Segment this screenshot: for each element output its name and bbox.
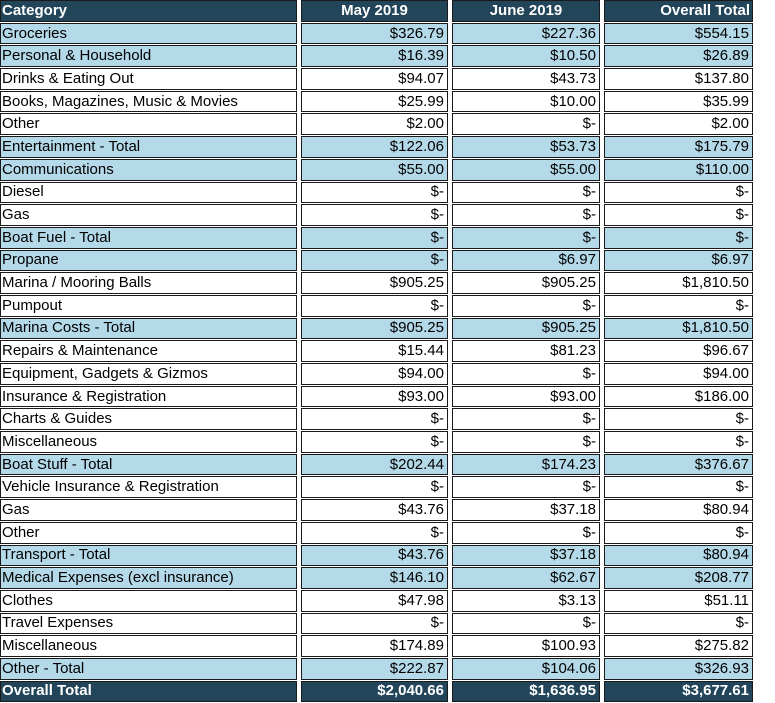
overall-total-cell[interactable]: $80.94 bbox=[604, 499, 753, 521]
overall-total-cell[interactable]: $- bbox=[604, 204, 753, 226]
category-cell[interactable]: Gas bbox=[0, 499, 297, 521]
overall-total-cell[interactable]: $- bbox=[604, 522, 753, 544]
june-2019-cell[interactable]: $227.36 bbox=[452, 23, 600, 45]
overall-total-cell[interactable]: $376.67 bbox=[604, 454, 753, 476]
may-2019-cell[interactable]: $326.79 bbox=[301, 23, 448, 45]
table-row bbox=[0, 340, 753, 362]
overall-total-cell[interactable]: $- bbox=[604, 476, 753, 498]
category-cell[interactable]: Personal & Household bbox=[0, 45, 297, 67]
june-2019-cell[interactable]: $6.97 bbox=[452, 250, 600, 272]
category-cell[interactable]: Insurance & Registration bbox=[0, 386, 297, 408]
subtotal-row bbox=[0, 136, 753, 158]
category-cell[interactable]: Communications bbox=[0, 159, 297, 181]
overall-total-cell[interactable]: $275.82 bbox=[604, 635, 753, 657]
overall-total-cell[interactable]: $110.00 bbox=[604, 159, 753, 181]
overall-total-cell[interactable]: $2.00 bbox=[604, 113, 753, 135]
category-cell[interactable]: Other bbox=[0, 522, 297, 544]
overall-total-cell[interactable]: $94.00 bbox=[604, 363, 753, 385]
may-2019-cell[interactable]: $- bbox=[301, 227, 448, 249]
june-2019-cell[interactable]: $10.50 bbox=[452, 45, 600, 67]
overall-total-cell[interactable]: $6.97 bbox=[604, 250, 753, 272]
may-2019-cell[interactable]: $174.89 bbox=[301, 635, 448, 657]
june-2019-cell[interactable]: $- bbox=[452, 113, 600, 135]
overall-total-cell[interactable]: $- bbox=[604, 408, 753, 430]
june-2019-cell[interactable]: $53.73 bbox=[452, 136, 600, 158]
overall-total-cell[interactable]: $51.11 bbox=[604, 590, 753, 612]
may-2019-cell[interactable]: $202.44 bbox=[301, 454, 448, 476]
overall-total-cell[interactable]: $- bbox=[604, 295, 753, 317]
category-cell[interactable]: Miscellaneous bbox=[0, 635, 297, 657]
may-2019-cell[interactable]: $905.25 bbox=[301, 272, 448, 294]
may-2019-cell[interactable]: $- bbox=[301, 250, 448, 272]
table-row bbox=[0, 68, 753, 90]
overall-total-cell[interactable]: $208.77 bbox=[604, 567, 753, 589]
may-2019-cell[interactable]: $- bbox=[301, 295, 448, 317]
may-2019-cell[interactable]: $146.10 bbox=[301, 567, 448, 589]
table-row bbox=[0, 386, 753, 408]
category-cell[interactable]: Other - Total bbox=[0, 658, 297, 680]
may-2019-cell[interactable]: $94.07 bbox=[301, 68, 448, 90]
category-cell[interactable]: Entertainment - Total bbox=[0, 136, 297, 158]
may-2019-cell[interactable]: $47.98 bbox=[301, 590, 448, 612]
table-row bbox=[0, 613, 753, 635]
may-2019-cell[interactable]: $93.00 bbox=[301, 386, 448, 408]
june-2019-cell[interactable]: $- bbox=[452, 363, 600, 385]
table-row bbox=[0, 182, 753, 204]
may-2019-cell[interactable]: $222.87 bbox=[301, 658, 448, 680]
overall-total-cell[interactable]: $- bbox=[604, 431, 753, 453]
overall-total-row bbox=[0, 681, 753, 703]
overall-total-cell[interactable]: $- bbox=[604, 613, 753, 635]
june-2019-cell[interactable]: $100.93 bbox=[452, 635, 600, 657]
may-2019-cell[interactable]: $55.00 bbox=[301, 159, 448, 181]
may-2019-cell[interactable]: $15.44 bbox=[301, 340, 448, 362]
table-row bbox=[0, 635, 753, 657]
june-2019-cell[interactable]: $905.25 bbox=[452, 318, 600, 340]
table-row bbox=[0, 408, 753, 430]
june-2019-cell[interactable]: $- bbox=[452, 295, 600, 317]
june-2019-cell[interactable]: $93.00 bbox=[452, 386, 600, 408]
subtotal-row bbox=[0, 658, 753, 680]
may-2019-cell[interactable]: $43.76 bbox=[301, 499, 448, 521]
category-cell[interactable]: Travel Expenses bbox=[0, 613, 297, 635]
overall-total-cell[interactable]: $96.67 bbox=[604, 340, 753, 362]
overall-total-overall[interactable]: $3,677.61 bbox=[604, 681, 753, 703]
header-row bbox=[0, 0, 753, 22]
overall-total-cell[interactable]: $80.94 bbox=[604, 545, 753, 567]
header-overall-total[interactable]: Overall Total bbox=[604, 0, 753, 22]
overall-total-cell[interactable]: $554.15 bbox=[604, 23, 753, 45]
overall-total-cell[interactable]: $137.80 bbox=[604, 68, 753, 90]
june-2019-cell[interactable]: $- bbox=[452, 408, 600, 430]
subtotal-row bbox=[0, 318, 753, 340]
category-cell[interactable]: Marina Costs - Total bbox=[0, 318, 297, 340]
table-row bbox=[0, 295, 753, 317]
subtotal-row bbox=[0, 545, 753, 567]
category-cell[interactable]: Marina / Mooring Balls bbox=[0, 272, 297, 294]
category-cell[interactable]: Clothes bbox=[0, 590, 297, 612]
category-cell[interactable]: Groceries bbox=[0, 23, 297, 45]
june-2019-cell[interactable]: $10.00 bbox=[452, 91, 600, 113]
overall-total-cell[interactable]: $- bbox=[604, 227, 753, 249]
subtotal-row bbox=[0, 567, 753, 589]
june-2019-cell[interactable]: $- bbox=[452, 476, 600, 498]
category-cell[interactable]: Books, Magazines, Music & Movies bbox=[0, 91, 297, 113]
may-2019-cell[interactable]: $25.99 bbox=[301, 91, 448, 113]
june-2019-cell[interactable]: $55.00 bbox=[452, 159, 600, 181]
table-row bbox=[0, 522, 753, 544]
subtotal-row bbox=[0, 454, 753, 476]
may-2019-cell[interactable]: $2.00 bbox=[301, 113, 448, 135]
table-row bbox=[0, 91, 753, 113]
header-june-2019[interactable]: June 2019 bbox=[452, 0, 600, 22]
overall-total-may[interactable]: $2,040.66 bbox=[301, 681, 448, 703]
header-category[interactable]: Category bbox=[0, 0, 297, 22]
june-2019-cell[interactable]: $905.25 bbox=[452, 272, 600, 294]
category-cell[interactable]: Medical Expenses (excl insurance) bbox=[0, 567, 297, 589]
june-2019-cell[interactable]: $81.23 bbox=[452, 340, 600, 362]
header-may-2019[interactable]: May 2019 bbox=[301, 0, 448, 22]
subtotal-row bbox=[0, 250, 753, 272]
may-2019-cell[interactable]: $94.00 bbox=[301, 363, 448, 385]
overall-total-june[interactable]: $1,636.95 bbox=[452, 681, 600, 703]
table-row bbox=[0, 272, 753, 294]
table-row bbox=[0, 113, 753, 135]
category-cell[interactable]: Boat Stuff - Total bbox=[0, 454, 297, 476]
subtotal-row bbox=[0, 45, 753, 67]
overall-total-cell[interactable]: $1,810.50 bbox=[604, 272, 753, 294]
table-row bbox=[0, 204, 753, 226]
subtotal-row bbox=[0, 23, 753, 45]
june-2019-cell[interactable]: $43.73 bbox=[452, 68, 600, 90]
june-2019-cell[interactable]: $- bbox=[452, 182, 600, 204]
june-2019-cell[interactable]: $62.67 bbox=[452, 567, 600, 589]
overall-total-cell[interactable]: $175.79 bbox=[604, 136, 753, 158]
june-2019-cell[interactable]: $37.18 bbox=[452, 545, 600, 567]
may-2019-cell[interactable]: $- bbox=[301, 522, 448, 544]
may-2019-cell[interactable]: $905.25 bbox=[301, 318, 448, 340]
june-2019-cell[interactable]: $3.13 bbox=[452, 590, 600, 612]
category-cell[interactable]: Miscellaneous bbox=[0, 431, 297, 453]
overall-total-cell[interactable]: $35.99 bbox=[604, 91, 753, 113]
category-cell[interactable]: Vehicle Insurance & Registration bbox=[0, 476, 297, 498]
june-2019-cell[interactable]: $104.06 bbox=[452, 658, 600, 680]
june-2019-cell[interactable]: $37.18 bbox=[452, 499, 600, 521]
table-row bbox=[0, 431, 753, 453]
june-2019-cell[interactable]: $- bbox=[452, 227, 600, 249]
may-2019-cell[interactable]: $43.76 bbox=[301, 545, 448, 567]
may-2019-cell[interactable]: $16.39 bbox=[301, 45, 448, 67]
category-cell[interactable]: Equipment, Gadgets & Gizmos bbox=[0, 363, 297, 385]
june-2019-cell[interactable]: $- bbox=[452, 613, 600, 635]
may-2019-cell[interactable]: $- bbox=[301, 431, 448, 453]
category-cell[interactable]: Transport - Total bbox=[0, 545, 297, 567]
overall-total-cell[interactable]: $1,810.50 bbox=[604, 318, 753, 340]
june-2019-cell[interactable]: $- bbox=[452, 431, 600, 453]
table-row bbox=[0, 476, 753, 498]
table-row bbox=[0, 363, 753, 385]
may-2019-cell[interactable]: $- bbox=[301, 613, 448, 635]
may-2019-cell[interactable]: $122.06 bbox=[301, 136, 448, 158]
category-cell[interactable]: Gas bbox=[0, 204, 297, 226]
june-2019-cell[interactable]: $174.23 bbox=[452, 454, 600, 476]
category-cell[interactable]: Repairs & Maintenance bbox=[0, 340, 297, 362]
category-cell[interactable]: Other bbox=[0, 113, 297, 135]
june-2019-cell[interactable]: $- bbox=[452, 522, 600, 544]
subtotal-row bbox=[0, 227, 753, 249]
category-cell[interactable]: Propane bbox=[0, 250, 297, 272]
june-2019-cell[interactable]: $- bbox=[452, 204, 600, 226]
table-body bbox=[0, 23, 753, 680]
may-2019-cell[interactable]: $- bbox=[301, 204, 448, 226]
overall-total-cell[interactable]: $326.93 bbox=[604, 658, 753, 680]
overall-total-cell[interactable]: $26.89 bbox=[604, 45, 753, 67]
subtotal-row bbox=[0, 159, 753, 181]
may-2019-cell[interactable]: $- bbox=[301, 476, 448, 498]
may-2019-cell[interactable]: $- bbox=[301, 408, 448, 430]
table-row bbox=[0, 499, 753, 521]
overall-total-cell[interactable]: $- bbox=[604, 182, 753, 204]
category-cell[interactable]: Diesel bbox=[0, 182, 297, 204]
category-cell[interactable]: Drinks & Eating Out bbox=[0, 68, 297, 90]
category-cell[interactable]: Pumpout bbox=[0, 295, 297, 317]
overall-total-cell[interactable]: $186.00 bbox=[604, 386, 753, 408]
category-cell[interactable]: Boat Fuel - Total bbox=[0, 227, 297, 249]
overall-total-label[interactable]: Overall Total bbox=[0, 681, 297, 703]
table-row bbox=[0, 590, 753, 612]
category-cell[interactable]: Charts & Guides bbox=[0, 408, 297, 430]
may-2019-cell[interactable]: $- bbox=[301, 182, 448, 204]
